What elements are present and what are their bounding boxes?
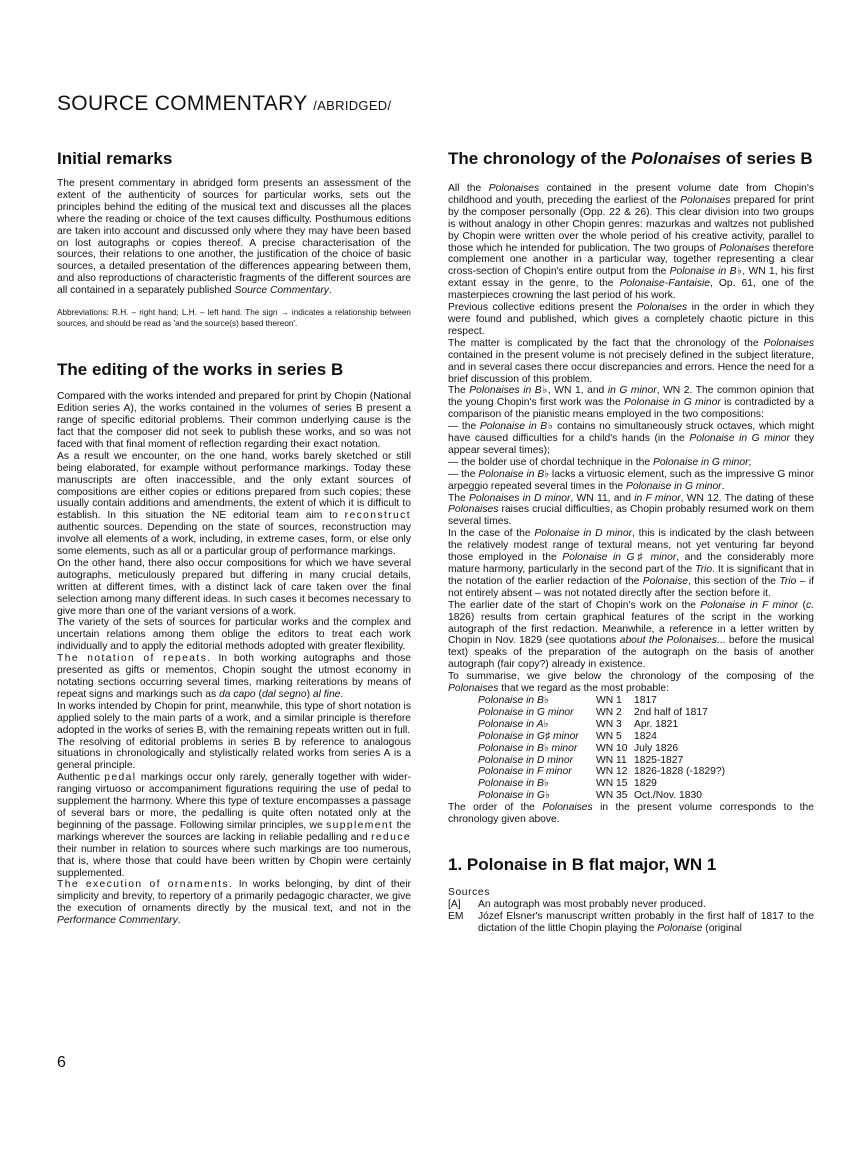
editing-heading: The editing of the works in series B: [57, 360, 344, 380]
repeats-paragraph: The notation of repeats. In both working autographs and those presented as gifts or mementos, Chopin sought the utmost economy in notating sections occurring several times, marking reiterations by means of repeat signs and markings such as da capo (dal segno) al fine. In works intended by Chopin for print, meanwhile, this type of short notation is applied solely to the main parts of a work, and a similar principle is therefore adopted in the works of series B, with the remaining repeats written out in full.: [57, 653, 411, 736]
chronology-wn: WN 11: [596, 754, 627, 766]
chronology-paragraph-1: All the Polonaises contained in the present volume date from Chopin's childhood and youth, preceding the earliest of the Polonaises prepared for print by the composer personally (Opp. 22 & 26). This clear division into two groups is without analogy in other Chopin genres: mazurkas and waltzes not published by Chopin were written over the whole period of his creative activity, parallel to those which he intended for publication. The two groups of Polonaises therefore complement one another in a particular way, together representing a clear cross-section of Chopin's entire output from the Polonaise in B♭, WN 1, his first extant essay in the genre, to the Polonaise-Fantaisie, Op. 61, one of the masterpieces crowning the last period of his work.: [448, 183, 814, 302]
title-subtitle: /ABRIDGED/: [313, 98, 392, 113]
editing-paragraph-2: As a result we encounter, on the one hand, works barely sketched or still being elaborated, for example without performance markings. Today these manuscripts are often inaccessible, and the only extant sources of compositions are either copies or editions prepared from such copies; these usually contain additions and amendments, the extent of which it is difficult to establish. In this situation the NE editorial team aim to reconstruct authentic sources. Depending on the state of sources, reconstruction may involve all elements of a work, including, in extreme cases, form, or else only some elements, such as all or a particular group of performance markings.: [57, 450, 411, 558]
initial-remarks-text: The present commentary in abridged form presents an assessment of the extent of the authenticity of sources for particular works, sets out the principles behind the editing of the musical text and discusses all the places where the reading or choice of the text causes difficulty. Posthumous editions are taken into account and discussed only where they may have been based on lost autographs or copies thereof. A precise characterisation of the sources, their relations to one another, the justification of the choice of basic sources, a detailed presentation of the differences appearing between them, and also reproductions of characteristic fragments of the different sources are all contained in a separately published Source Commentary.: [57, 178, 411, 297]
chronology-work: Polonaise in G minor: [478, 706, 574, 718]
page-title: [57, 92, 391, 116]
editing-paragraph-1: Compared with the works intended and prepared for print by Chopin (National Edition series A), the works contained in the volumes of series B present a range of specific editorial problems. Their common underlying cause is the fact that the composer did not seek to publish these works, and so was not faced with that final moment of reflection regarding their exact notation.: [57, 391, 411, 450]
chronology-date: 1829: [634, 778, 657, 790]
chronology-wn: WN 3: [596, 718, 622, 730]
chronology-paragraph-5: The Polonaises in D minor, WN 11, and in F minor, WN 12. The dating of these Polonaises raises crucial difficulties, as Chopin probably resumed work on them several times.: [448, 492, 815, 528]
chronology-wn: WN 10: [596, 742, 628, 754]
chronology-paragraph-7: The earlier date of the start of Chopin's work on the Polonaise in F minor (c. 1826) results from certain graphical features of the script in the working autograph of the first redaction. Meanwhile, a reference in a letter written by Chopin in Nov. 1829 (see quotations about the Polonaises... before the musical text) speaks of the preparation of the autograph on the basis of another autograph (fair copy?) already in existence.: [448, 599, 814, 671]
title-main: SOURCE COMMENTARY: [57, 92, 308, 115]
source-key: [A]: [448, 898, 461, 910]
chronology-work: Polonaise in A♭: [478, 718, 549, 730]
chronology-row: [478, 790, 725, 802]
chronology-date: 2nd half of 1817: [634, 706, 708, 718]
chronology-wn: WN 1: [596, 694, 622, 706]
chronology-date: Apr. 1821: [634, 718, 679, 730]
chronology-paragraph-9: The order of the Polonaises in the present volume corresponds to the chronology given above.: [448, 802, 814, 826]
chronology-row: [478, 719, 725, 731]
chronology-row: [478, 695, 725, 707]
chronology-date: 1826-1828 (-1829?): [634, 766, 726, 778]
chronology-paragraph-3: The matter is complicated by the fact that the chronology of the Polonaises contained in the present volume is not precisely defined in the subject literature, and in several cases there occur discrepancies and errors. Hence the need for a brief discussion of this problem.: [448, 337, 814, 385]
chronology-paragraph-6: In the case of the Polonaise in D minor, this is indicated by the clash between the relatively modest range of textural means, not yet venturing far beyond those employed in the Polonaise in G♯ minor, and the considerably more mature harmony, particularly in the second part of the Trio. It is significant that in the notation of the earlier redaction of the Polonaise, this section of the Trio – if not entirely absent – was not notated directly after the section before it.: [448, 528, 814, 599]
chronology-paragraph-8: To summarise, we give below the chronology of the composing of the Polonaises that we regard as the most probable:: [448, 671, 814, 695]
chronology-paragraph-4: The Polonaises in B♭, WN 1, and in G minor, WN 2. The common opinion that the young Chopin's first work was the Polonaise in G minor is contradicted by a comparison of the pianistic means employed in the two compositions:: [448, 385, 815, 421]
editing-paragraph-4: The variety of the sets of sources for particular works and the complex and uncertain relations among them oblige the editors to treat each work individually and to apply the editorial methods adopted with greater flexibility.: [57, 617, 411, 653]
comparison-item-3: — the Polonaise in B♭ lacks a virtuosic element, such as the impressive G minor arpeggio repeated several times in the Polonaise in G minor.: [448, 468, 815, 492]
abbreviations-note: Abbreviations: R.H. – right hand; L.H. – left hand. The sign → indicates a relationship between sources, and should be read as 'and the source(s) based thereon'.: [57, 308, 411, 328]
pedal-paragraph: Authentic pedal markings occur only rarely, generally together with wider-ranging virtuoso or accompaniment figurations requiring the use of pedal to supplement the harmony. Where this type of texture encompasses a passage of several bars or more, the pedalling is quite often notated only at the beginning of the passage. Following similar principles, we supplement the markings wherever the sources are lacking in reliable pedalling and reduce their number in relation to sources where such markings are too numerous, that is, where those that could have been written by Chopin were certainly supplemented.: [57, 772, 411, 879]
chronology-work: Polonaise in B♭: [478, 778, 549, 790]
chronology-heading: The chronology of the Polonaises of series B: [448, 149, 813, 168]
chronology-row: [478, 755, 725, 767]
sources-heading: Sources: [448, 886, 490, 898]
source-text: An autograph was most probably never produced.: [478, 898, 706, 910]
chronology-work: Polonaise in B♭: [478, 694, 549, 706]
left-column: [57, 148, 411, 927]
editing-paragraph-3: On the other hand, there also occur compositions for which we have several autographs, meticulously prepared but differing in many crucial details, written at different times, with a distinct lack of care taken over the final selection among many different ideas. In such cases it becomes necessary to give more than one of the variant versions of a work.: [57, 557, 411, 617]
chronology-wn: WN 15: [596, 778, 628, 790]
chronology-wn: WN 5: [596, 730, 622, 742]
comparison-item-2: — the bolder use of chordal technique in the Polonaise in G minor;: [448, 456, 752, 468]
source-key: EM: [448, 910, 464, 922]
chronology-wn: WN 35: [596, 790, 628, 802]
chronology-work: Polonaise in G♭: [478, 790, 550, 802]
chronology-date: 1817: [634, 694, 657, 706]
source-row: [448, 911, 814, 935]
chronology-work: Polonaise in G♯ minor: [478, 730, 579, 742]
chronology-date: Oct./Nov. 1830: [634, 790, 702, 802]
page-number: 6: [57, 1054, 66, 1071]
source-row: [448, 899, 814, 911]
chronology-work: Polonaise in B♭ minor: [478, 742, 578, 754]
analogous-paragraph: The resolving of editorial problems in series B by reference to analogous situations in chronologically and stylistically related works from series A is a general principle.: [57, 736, 411, 772]
chronology-date: 1824: [634, 730, 657, 742]
chronology-row: [478, 743, 725, 755]
chronology-work: Polonaise in D minor: [478, 754, 574, 766]
chronology-date: 1825-1827: [634, 754, 684, 766]
chronology-work: Polonaise in F minor: [478, 766, 572, 778]
comparison-item-1: — the Polonaise in B♭ contains no simultaneously struck octaves, which might have caused difficulties for a child's hands (in the Polonaise in G minor they appear several times);: [448, 421, 814, 456]
chronology-row: [478, 731, 725, 743]
chronology-wn: WN 2: [596, 706, 622, 718]
source-text: Józef Elsner's manuscript written probably in the first half of 1817 to the dictation of the little Chopin playing the Polonaise (original: [478, 910, 814, 934]
chronology-date: July 1826: [634, 742, 679, 754]
ornaments-paragraph: The execution of ornaments. In works belonging, by dint of their simplicity and brevity, to repertory of a primarily pedagogic character, we give the execution of ornaments directly by the musical text, and not in the Performance Commentary.: [57, 879, 411, 927]
chronology-table: [478, 695, 725, 802]
chronology-paragraph-2: Previous collective editions present the Polonaises in the order in which they were found and published, which gives a completely chaotic picture in this respect.: [448, 302, 814, 337]
right-column: [448, 148, 814, 935]
section-1-heading: 1. Polonaise in B flat major, WN 1: [448, 854, 717, 874]
chronology-row: [478, 766, 725, 778]
chronology-wn: WN 12: [596, 766, 628, 778]
initial-remarks-heading: Initial remarks: [57, 149, 173, 168]
chronology-row: [478, 778, 725, 790]
chronology-row: [478, 707, 725, 719]
